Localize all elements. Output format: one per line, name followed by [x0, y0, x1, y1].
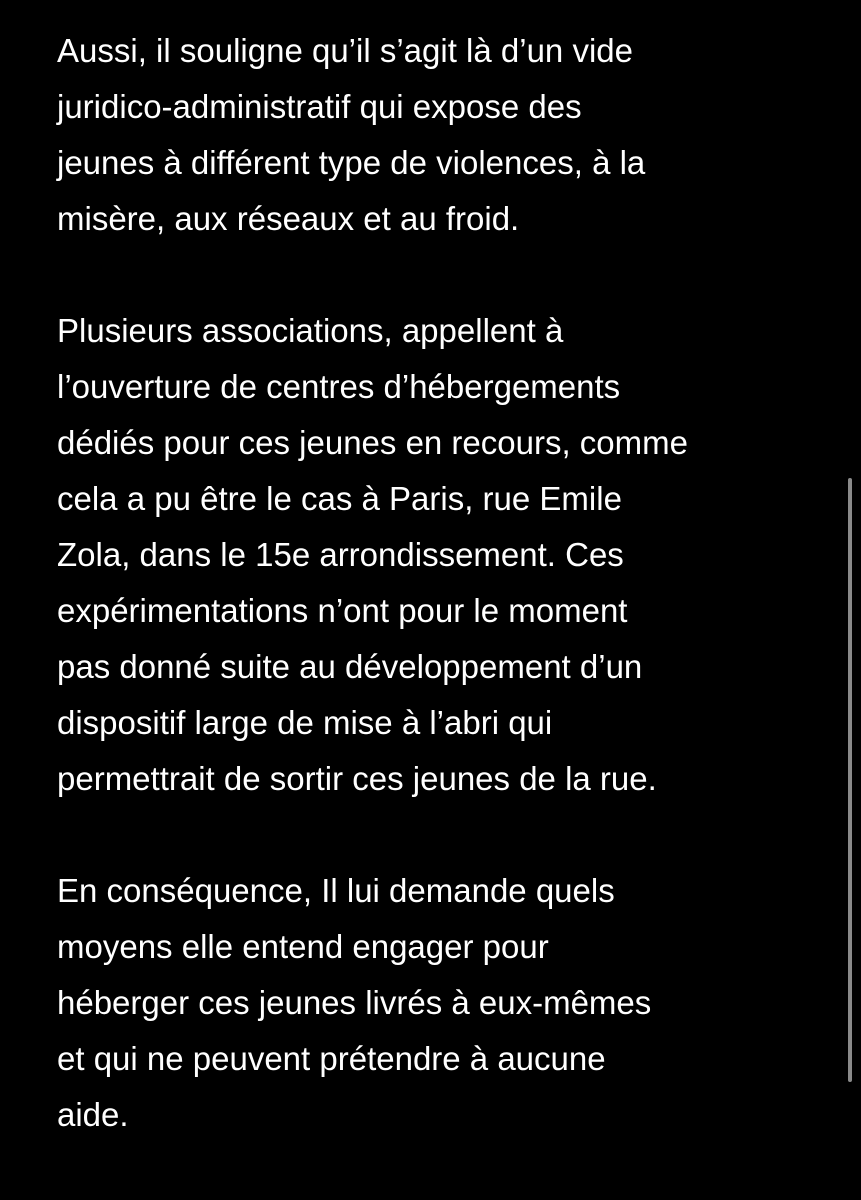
text-line: juridico-administratif qui expose des — [57, 88, 582, 125]
paragraph-3 — [57, 863, 847, 1143]
text-line: Zola, dans le 15e arrondissement. Ces — [57, 536, 624, 573]
text-line: dispositif large de mise à l’abri qui — [57, 704, 553, 741]
text-line: aide. — [57, 1096, 129, 1133]
text-line: cela a pu être le cas à Paris, rue Emile — [57, 480, 622, 517]
vertical-scrollbar[interactable] — [848, 478, 852, 1082]
text-line: En conséquence, Il lui demande quels — [57, 872, 615, 909]
text-line: misère, aux réseaux et au froid. — [57, 200, 520, 237]
text-line: pas donné suite au développement d’un — [57, 648, 643, 685]
text-line: permettrait de sortir ces jeunes de la rue. — [57, 760, 657, 797]
text-line: moyens elle entend engager pour — [57, 928, 549, 965]
paragraph-2 — [57, 303, 847, 807]
text-line: l’ouverture de centres d’hébergements — [57, 368, 621, 405]
text-line: Plusieurs associations, appellent à — [57, 312, 564, 349]
text-line: jeunes à différent type de violences, à la — [57, 144, 646, 181]
text-line: et qui ne peuvent prétendre à aucune — [57, 1040, 606, 1077]
text-line: dédiés pour ces jeunes en recours, comme — [57, 424, 688, 461]
paragraph-1 — [57, 23, 847, 247]
document-body — [57, 23, 847, 1199]
text-line: expérimentations n’ont pour le moment — [57, 592, 628, 629]
text-line: Aussi, il souligne qu’il s’agit là d’un vide — [57, 32, 633, 69]
text-line: héberger ces jeunes livrés à eux-mêmes — [57, 984, 652, 1021]
